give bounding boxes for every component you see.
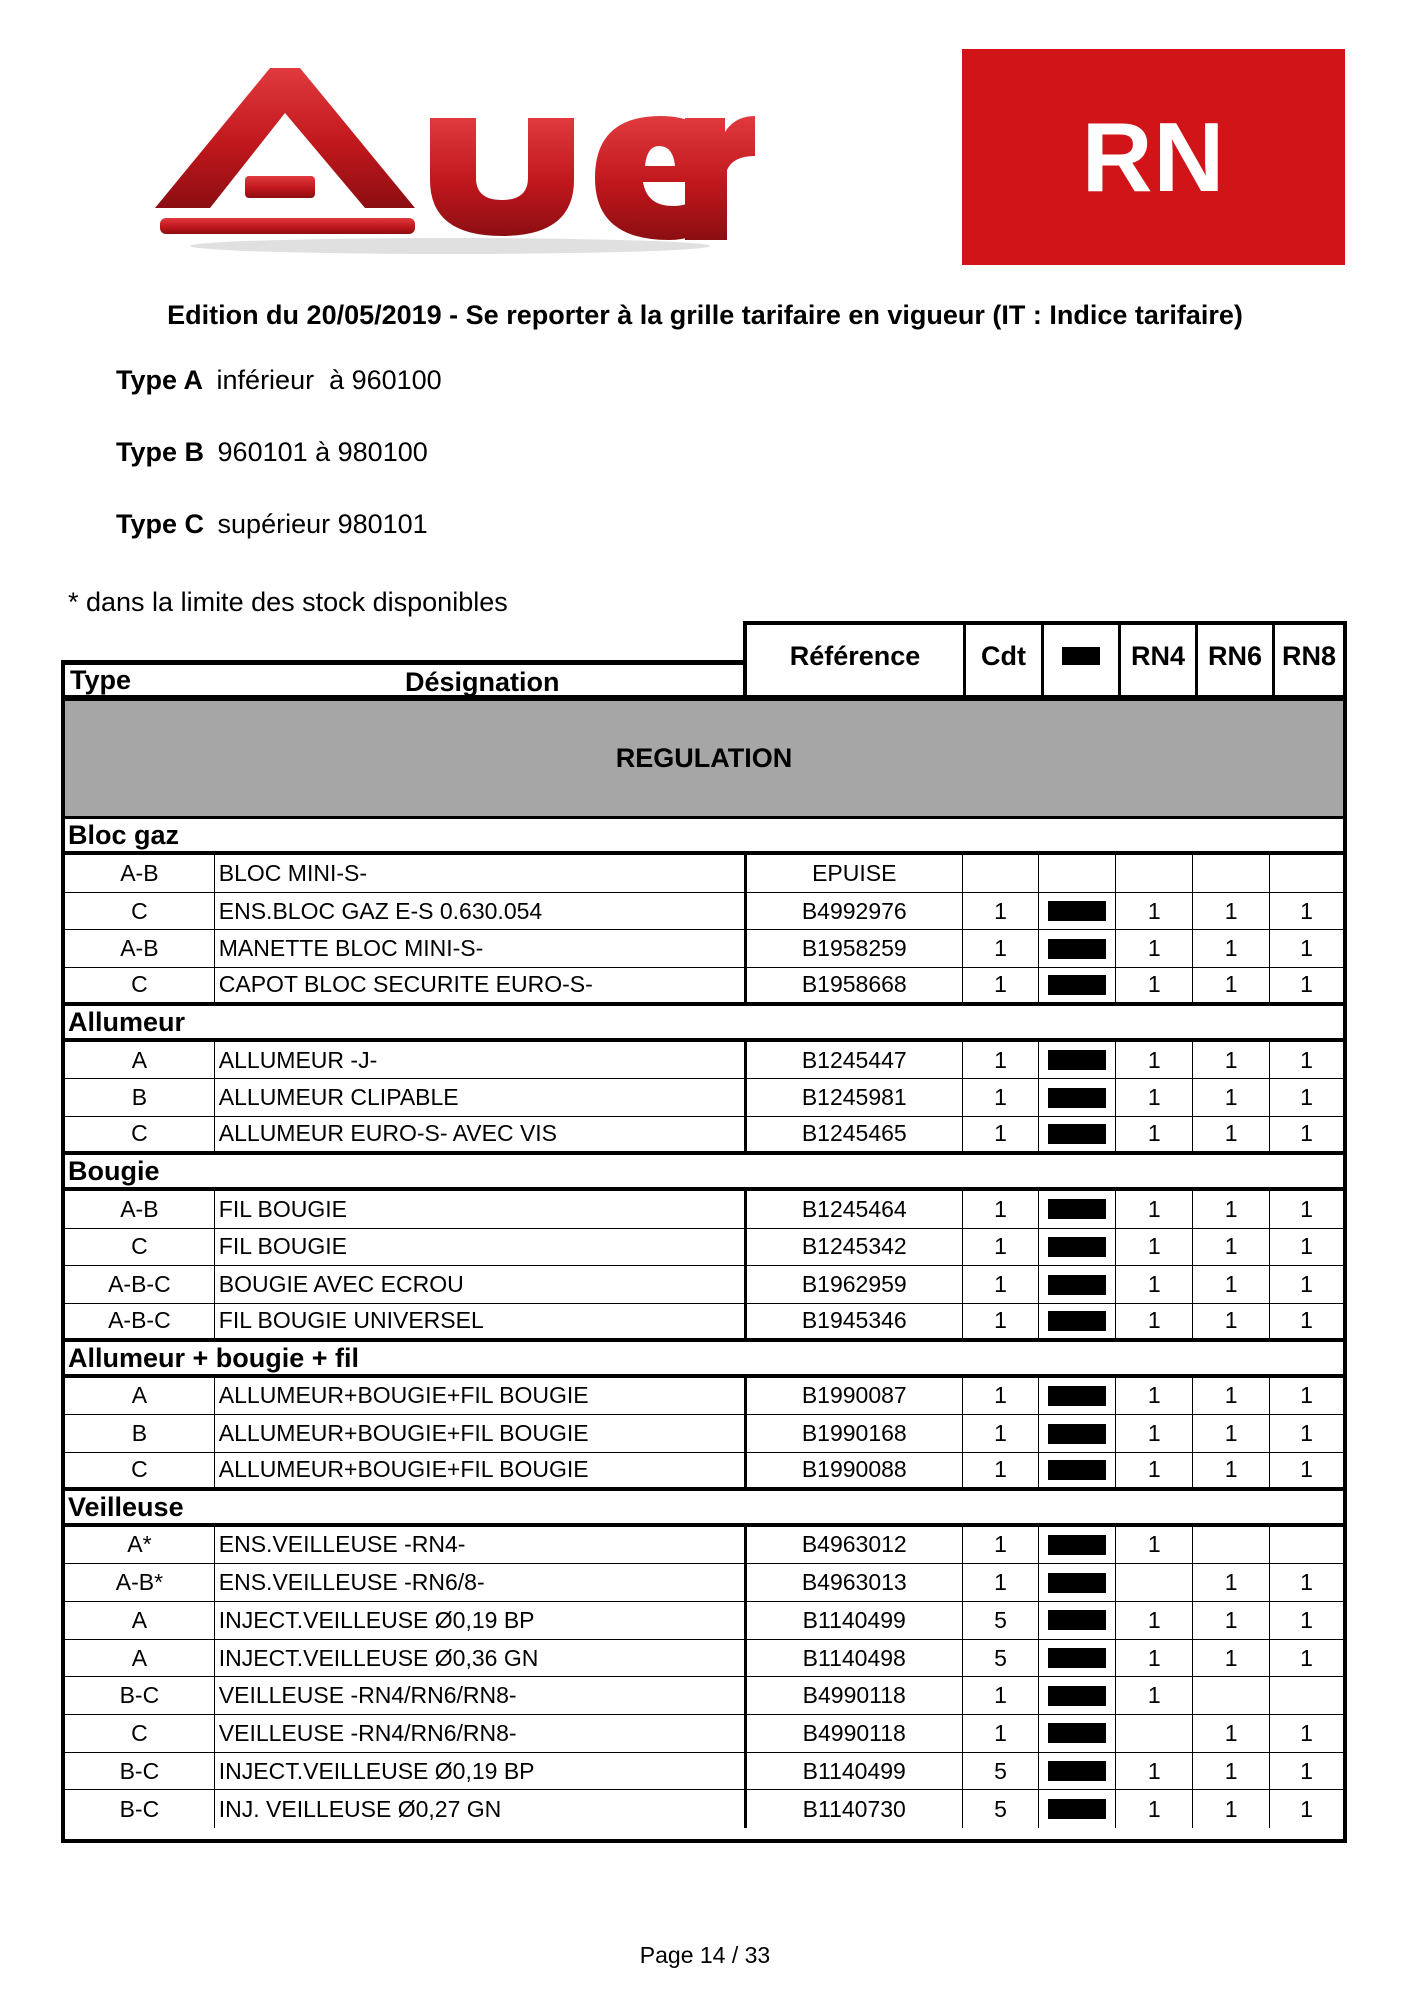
- table-row: [65, 1191, 1343, 1229]
- cell-rn8: 1: [1269, 1753, 1343, 1790]
- cell-designation: FIL BOUGIE: [214, 1229, 746, 1266]
- header-designation: Désignation: [405, 667, 560, 697]
- cell-color: [1038, 1304, 1115, 1338]
- cell-cdt: 1: [962, 1677, 1039, 1714]
- black-swatch-icon: [1048, 1648, 1106, 1668]
- table-row: [65, 1453, 1343, 1491]
- cell-color: [1038, 893, 1115, 930]
- cell-reference: B4992976: [746, 893, 962, 930]
- cell-cdt: 1: [962, 1527, 1039, 1564]
- cell-cdt: 1: [962, 930, 1039, 967]
- cell-designation: ENS.VEILLEUSE -RN6/8-: [214, 1564, 746, 1601]
- cell-rn8: 1: [1269, 1564, 1343, 1601]
- cell-type: B: [131, 1084, 148, 1111]
- black-swatch-icon: [1048, 1610, 1106, 1630]
- cell-cdt: 1: [962, 1191, 1039, 1228]
- cell-rn4: 1: [1115, 1042, 1192, 1079]
- black-swatch-icon: [1048, 1124, 1106, 1144]
- cell-cdt: 1: [962, 968, 1039, 1002]
- header-left: [61, 660, 747, 699]
- cell-designation: MANETTE BLOC MINI-S-: [214, 930, 746, 967]
- cell-reference: B1245981: [746, 1079, 962, 1116]
- cell-designation: ALLUMEUR -J-: [214, 1042, 746, 1079]
- black-swatch-icon: [1062, 647, 1100, 665]
- table-row: [65, 1640, 1343, 1678]
- table-row: [65, 930, 1343, 968]
- cell-type: C: [131, 897, 148, 924]
- cell-rn8: 1: [1269, 1602, 1343, 1639]
- type-c-line: [116, 509, 428, 540]
- cell-rn8: 1: [1269, 968, 1343, 1002]
- table-row: [65, 1117, 1343, 1155]
- table-row: [65, 968, 1343, 1006]
- cell-cdt: 5: [962, 1753, 1039, 1790]
- cell-reference: B1245447: [746, 1042, 962, 1079]
- cell-rn6: 1: [1192, 1640, 1269, 1677]
- cell-cdt: 1: [962, 1415, 1039, 1452]
- cell-cdt: 1: [962, 1453, 1039, 1487]
- cell-rn4: 1: [1115, 1415, 1192, 1452]
- cell-rn6: 1: [1192, 1079, 1269, 1116]
- table-row: [65, 1564, 1343, 1602]
- black-swatch-icon: [1048, 901, 1106, 921]
- cell-designation: INJECT.VEILLEUSE Ø0,19 BP: [214, 1602, 746, 1639]
- cell-type: A: [131, 1046, 148, 1073]
- cell-rn4: 1: [1115, 1117, 1192, 1151]
- cell-type: A: [131, 1606, 148, 1633]
- table-row: [65, 1715, 1343, 1753]
- cell-rn6: 1: [1192, 1042, 1269, 1079]
- cell-reference: B1945346: [746, 1304, 962, 1338]
- cell-color: [1038, 1602, 1115, 1639]
- cell-type: A-B-C: [108, 1307, 171, 1334]
- cell-color: [1038, 1042, 1115, 1079]
- group-header: Veilleuse: [65, 1491, 1343, 1527]
- header-rn8: RN8: [1272, 625, 1343, 695]
- cell-reference: B1958668: [746, 968, 962, 1002]
- black-swatch-icon: [1048, 1050, 1106, 1070]
- cell-rn8: 1: [1269, 1640, 1343, 1677]
- cell-rn8: 1: [1269, 930, 1343, 967]
- cell-rn8: 1: [1269, 1415, 1343, 1452]
- cell-type: C: [131, 971, 148, 998]
- cell-rn8: 1: [1269, 1453, 1343, 1487]
- black-swatch-icon: [1048, 939, 1106, 959]
- type-a-label: Type A: [116, 365, 204, 395]
- cell-rn6: 1: [1192, 893, 1269, 930]
- cell-rn4: 1: [1115, 1079, 1192, 1116]
- cell-designation: FIL BOUGIE UNIVERSEL: [214, 1304, 746, 1338]
- header-rn6: RN6: [1195, 625, 1272, 695]
- cell-rn6: 1: [1192, 1191, 1269, 1228]
- type-c-range: supérieur 980101: [217, 509, 428, 539]
- cell-cdt: 5: [962, 1640, 1039, 1677]
- cell-type: C: [131, 1719, 148, 1746]
- cell-rn6: 1: [1192, 1753, 1269, 1790]
- cell-type: A-B: [120, 1195, 159, 1222]
- cell-reference: B1962959: [746, 1266, 962, 1303]
- cell-reference: B1990168: [746, 1415, 962, 1452]
- table-row: [65, 1266, 1343, 1304]
- cell-designation: FIL BOUGIE: [214, 1191, 746, 1228]
- cell-type: A: [131, 1382, 148, 1409]
- cell-rn4: 1: [1115, 1378, 1192, 1415]
- cell-reference: B1140499: [746, 1753, 962, 1790]
- cell-cdt: 1: [962, 1564, 1039, 1601]
- cell-cdt: 1: [962, 1266, 1039, 1303]
- cell-color: [1038, 930, 1115, 967]
- header-right: [743, 621, 1347, 699]
- cell-designation: BOUGIE AVEC ECROU: [214, 1266, 746, 1303]
- cell-type: A-B: [120, 859, 159, 886]
- table-rows: [65, 819, 1343, 1828]
- cell-reference: B4990118: [746, 1715, 962, 1752]
- cell-rn4: 1: [1115, 968, 1192, 1002]
- table-row: [65, 855, 1343, 893]
- black-swatch-icon: [1048, 1686, 1106, 1706]
- cell-color: [1038, 1527, 1115, 1564]
- cell-rn4: 1: [1115, 1453, 1192, 1487]
- cell-rn4: [1115, 1715, 1192, 1752]
- cell-designation: VEILLEUSE -RN4/RN6/RN8-: [214, 1715, 746, 1752]
- cell-rn8: 1: [1269, 1042, 1343, 1079]
- cell-reference: B1990087: [746, 1378, 962, 1415]
- cell-type: A*: [127, 1531, 152, 1558]
- cell-color: [1038, 1640, 1115, 1677]
- cell-color: [1038, 1790, 1115, 1828]
- black-swatch-icon: [1048, 1573, 1106, 1593]
- cell-rn6: [1192, 1677, 1269, 1714]
- cell-type: A-B-C: [108, 1271, 171, 1298]
- table-row: [65, 1602, 1343, 1640]
- header-type: Type: [70, 665, 132, 695]
- cell-reference: B1245465: [746, 1117, 962, 1151]
- table-row: [65, 1753, 1343, 1791]
- black-swatch-icon: [1048, 1386, 1106, 1406]
- cell-designation: ALLUMEUR EURO-S- AVEC VIS: [214, 1117, 746, 1151]
- cell-rn6: 1: [1192, 1229, 1269, 1266]
- cell-designation: ALLUMEUR+BOUGIE+FIL BOUGIE: [214, 1378, 746, 1415]
- black-swatch-icon: [1048, 1424, 1106, 1444]
- table-row: [65, 1079, 1343, 1117]
- table-row: [65, 1229, 1343, 1267]
- cell-designation: BLOC MINI-S-: [214, 855, 746, 892]
- cell-color: [1038, 1378, 1115, 1415]
- cell-rn4: 1: [1115, 1191, 1192, 1228]
- cell-color: [1038, 968, 1115, 1002]
- cell-rn4: 1: [1115, 930, 1192, 967]
- cell-type: B-C: [119, 1795, 160, 1822]
- cell-color: [1038, 1415, 1115, 1452]
- type-b-label: Type B: [116, 437, 205, 467]
- table-row: [65, 1527, 1343, 1565]
- cell-rn6: [1192, 855, 1269, 892]
- cell-rn6: 1: [1192, 1715, 1269, 1752]
- cell-type: A-B: [120, 935, 159, 962]
- cell-reference: B1245464: [746, 1191, 962, 1228]
- cell-reference: B1245342: [746, 1229, 962, 1266]
- cell-color: [1038, 855, 1115, 892]
- cell-color: [1038, 1079, 1115, 1116]
- table-row: [65, 1378, 1343, 1416]
- cell-reference: B1958259: [746, 930, 962, 967]
- cell-rn8: 1: [1269, 1117, 1343, 1151]
- cell-rn6: 1: [1192, 1602, 1269, 1639]
- cell-rn8: 1: [1269, 1079, 1343, 1116]
- cell-color: [1038, 1564, 1115, 1601]
- cell-rn8: [1269, 1677, 1343, 1714]
- black-swatch-icon: [1048, 1460, 1106, 1480]
- cell-color: [1038, 1229, 1115, 1266]
- cell-cdt: 1: [962, 1042, 1039, 1079]
- cell-rn6: 1: [1192, 1117, 1269, 1151]
- black-swatch-icon: [1048, 1761, 1106, 1781]
- cell-rn8: 1: [1269, 893, 1343, 930]
- cell-designation: ENS.VEILLEUSE -RN4-: [214, 1527, 746, 1564]
- cell-designation: ALLUMEUR CLIPABLE: [214, 1079, 746, 1116]
- cell-designation: INJECT.VEILLEUSE Ø0,36 GN: [214, 1640, 746, 1677]
- cell-cdt: 5: [962, 1790, 1039, 1828]
- cell-designation: VEILLEUSE -RN4/RN6/RN8-: [214, 1677, 746, 1714]
- table-row: [65, 1415, 1343, 1453]
- type-a-line: [116, 365, 442, 396]
- cell-rn4: 1: [1115, 1640, 1192, 1677]
- cell-rn6: 1: [1192, 1378, 1269, 1415]
- model-badge: RN: [962, 49, 1345, 265]
- cell-designation: INJ. VEILLEUSE Ø0,27 GN: [214, 1790, 746, 1828]
- cell-designation: ENS.BLOC GAZ E-S 0.630.054: [214, 893, 746, 930]
- cell-rn6: 1: [1192, 1304, 1269, 1338]
- table-row: [65, 1042, 1343, 1080]
- cell-rn8: 1: [1269, 1715, 1343, 1752]
- cell-designation: INJECT.VEILLEUSE Ø0,19 BP: [214, 1753, 746, 1790]
- cell-type: B: [131, 1420, 148, 1447]
- cell-rn8: 1: [1269, 1790, 1343, 1828]
- black-swatch-icon: [1048, 1535, 1106, 1555]
- black-swatch-icon: [1048, 1311, 1106, 1331]
- cell-color: [1038, 1191, 1115, 1228]
- cell-rn4: 1: [1115, 1753, 1192, 1790]
- cell-rn4: 1: [1115, 1229, 1192, 1266]
- cell-reference: EPUISE: [746, 855, 962, 892]
- cell-designation: CAPOT BLOC SECURITE EURO-S-: [214, 968, 746, 1002]
- black-swatch-icon: [1048, 975, 1106, 995]
- section-title: REGULATION: [65, 701, 1343, 819]
- table-row: [65, 1677, 1343, 1715]
- cell-cdt: 1: [962, 1117, 1039, 1151]
- cell-type: A: [131, 1644, 148, 1671]
- cell-color: [1038, 1266, 1115, 1303]
- table-row: [65, 1790, 1343, 1828]
- cell-cdt: 1: [962, 1715, 1039, 1752]
- cell-rn4: 1: [1115, 1304, 1192, 1338]
- cell-rn4: 1: [1115, 1677, 1192, 1714]
- cell-cdt: 1: [962, 1079, 1039, 1116]
- header-reference: Référence: [789, 640, 921, 671]
- page-number: Page 14 / 33: [639, 1942, 771, 1968]
- cell-cdt: 1: [962, 893, 1039, 930]
- black-swatch-icon: [1048, 1723, 1106, 1743]
- group-header: Allumeur + bougie + fil: [65, 1342, 1343, 1378]
- cell-reference: B1140730: [746, 1790, 962, 1828]
- cell-rn8: 1: [1269, 1378, 1343, 1415]
- cell-reference: B4990118: [746, 1677, 962, 1714]
- group-header: Allumeur: [65, 1006, 1343, 1042]
- cell-rn4: [1115, 855, 1192, 892]
- cell-type: C: [131, 1233, 148, 1260]
- header-color: [1041, 625, 1118, 695]
- cell-cdt: 1: [962, 1304, 1039, 1338]
- cell-rn6: 1: [1192, 1415, 1269, 1452]
- cell-rn6: [1192, 1527, 1269, 1564]
- cell-color: [1038, 1677, 1115, 1714]
- edition-line: Edition du 20/05/2019 - Se reporter à la grille tarifaire en vigueur (IT : Indice tarifaire): [167, 300, 1243, 330]
- cell-rn8: 1: [1269, 1191, 1343, 1228]
- table-row: [65, 893, 1343, 931]
- group-header: Bloc gaz: [65, 819, 1343, 855]
- cell-rn4: 1: [1115, 1602, 1192, 1639]
- type-c-label: Type C: [116, 509, 205, 539]
- cell-rn8: 1: [1269, 1266, 1343, 1303]
- black-swatch-icon: [1048, 1237, 1106, 1257]
- cell-type: C: [131, 1120, 148, 1147]
- cell-reference: B4963012: [746, 1527, 962, 1564]
- cell-rn6: 1: [1192, 1453, 1269, 1487]
- cell-designation: ALLUMEUR+BOUGIE+FIL BOUGIE: [214, 1453, 746, 1487]
- cell-rn8: [1269, 855, 1343, 892]
- cell-reference: B4963013: [746, 1564, 962, 1601]
- cell-rn4: 1: [1115, 1266, 1192, 1303]
- cell-cdt: 1: [962, 1378, 1039, 1415]
- cell-rn6: 1: [1192, 1790, 1269, 1828]
- type-b-range: 960101 à 980100: [217, 437, 428, 467]
- auer-logo: [150, 58, 760, 258]
- black-swatch-icon: [1048, 1199, 1106, 1219]
- group-header: Bougie: [65, 1155, 1343, 1191]
- black-swatch-icon: [1048, 1088, 1106, 1108]
- cell-type: B-C: [119, 1757, 160, 1784]
- cell-rn8: 1: [1269, 1229, 1343, 1266]
- cell-rn6: 1: [1192, 930, 1269, 967]
- cell-color: [1038, 1715, 1115, 1752]
- black-swatch-icon: [1048, 1275, 1106, 1295]
- header-rn4: RN4: [1118, 625, 1195, 695]
- cell-color: [1038, 1753, 1115, 1790]
- type-b-line: [116, 437, 428, 468]
- table-row: [65, 1304, 1343, 1342]
- table-body: [61, 699, 1347, 1843]
- cell-color: [1038, 1453, 1115, 1487]
- cell-reference: B1140499: [746, 1602, 962, 1639]
- cell-rn6: 1: [1192, 968, 1269, 1002]
- cell-rn6: 1: [1192, 1564, 1269, 1601]
- cell-rn4: 1: [1115, 1527, 1192, 1564]
- cell-rn4: [1115, 1564, 1192, 1601]
- cell-type: B-C: [119, 1682, 160, 1709]
- black-swatch-icon: [1048, 1799, 1106, 1819]
- type-a-range: inférieur à 960100: [216, 365, 442, 395]
- cell-type: C: [131, 1456, 148, 1483]
- cell-rn8: 1: [1269, 1304, 1343, 1338]
- cell-cdt: [962, 855, 1039, 892]
- cell-type: A-B*: [115, 1569, 164, 1596]
- cell-reference: B1990088: [746, 1453, 962, 1487]
- cell-cdt: 5: [962, 1602, 1039, 1639]
- cell-designation: ALLUMEUR+BOUGIE+FIL BOUGIE: [214, 1415, 746, 1452]
- cell-color: [1038, 1117, 1115, 1151]
- cell-rn8: [1269, 1527, 1343, 1564]
- stock-note: * dans la limite des stock disponibles: [68, 587, 508, 617]
- cell-reference: B1140498: [746, 1640, 962, 1677]
- cell-rn6: 1: [1192, 1266, 1269, 1303]
- header-cdt: Cdt: [963, 625, 1041, 695]
- cell-rn4: 1: [1115, 893, 1192, 930]
- cell-cdt: 1: [962, 1229, 1039, 1266]
- cell-rn4: 1: [1115, 1790, 1192, 1828]
